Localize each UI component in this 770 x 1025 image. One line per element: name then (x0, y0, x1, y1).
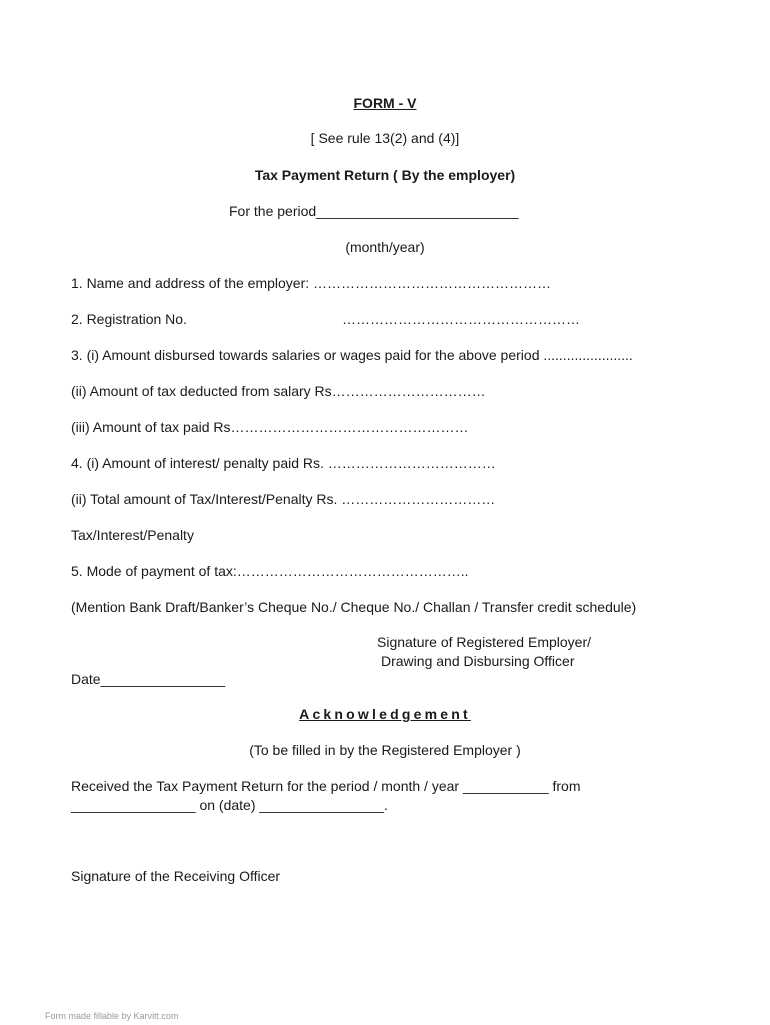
date-field[interactable]: Date________________ (71, 671, 226, 687)
payment-mode-note: (Mention Bank Draft/Banker’s Cheque No./ Cheque No./ Challan / Transfer credit schedule) (71, 599, 637, 615)
mode-of-payment-field[interactable]: 5. Mode of payment of tax:………………………………………….. (71, 563, 469, 579)
footer-credit: Form made fillable by Karvitt.com (45, 1011, 179, 1021)
interest-penalty-field[interactable]: 4. (i) Amount of interest/ penalty paid Rs. ……………………………… (71, 455, 496, 471)
total-amount-field[interactable]: (ii) Total amount of Tax/Interest/Penalty Rs. …………………………… (71, 491, 496, 507)
registration-no-label: 2. Registration No. (71, 311, 187, 327)
signature-officer-label: Drawing and Disbursing Officer (381, 653, 575, 669)
acknowledgement-heading: Acknowledgement (299, 706, 471, 722)
received-return-line[interactable]: Received the Tax Payment Return for the period / month / year ___________ from (71, 778, 581, 794)
form-title: FORM - V (353, 95, 417, 111)
received-date-line[interactable]: ________________ on (date) ________________. (71, 797, 388, 813)
form-subtitle: Tax Payment Return ( By the employer) (254, 167, 516, 183)
registration-no-field[interactable]: …………………………………………… (342, 311, 580, 327)
period-field[interactable]: For the period__________________________ (229, 203, 519, 219)
signature-employer-label: Signature of Registered Employer/ (377, 634, 591, 650)
tax-deducted-field[interactable]: (ii) Amount of tax deducted from salary Rs…………………………… (71, 383, 486, 399)
tax-paid-field[interactable]: (iii) Amount of tax paid Rs…………………………………………… (71, 419, 469, 435)
receiving-officer-signature: Signature of the Receiving Officer (71, 868, 281, 884)
acknowledgement-note: (To be filled in by the Registered Employer ) (249, 742, 521, 758)
month-year-label: (month/year) (345, 239, 425, 255)
rule-reference: [ See rule 13(2) and (4)] (310, 130, 460, 146)
amount-disbursed-field[interactable]: 3. (i) Amount disbursed towards salaries or wages paid for the above period ....................... (71, 347, 633, 363)
tax-interest-penalty-label: Tax/Interest/Penalty (71, 527, 194, 543)
employer-name-address-field[interactable]: 1. Name and address of the employer: …………………………………………… (71, 275, 552, 291)
